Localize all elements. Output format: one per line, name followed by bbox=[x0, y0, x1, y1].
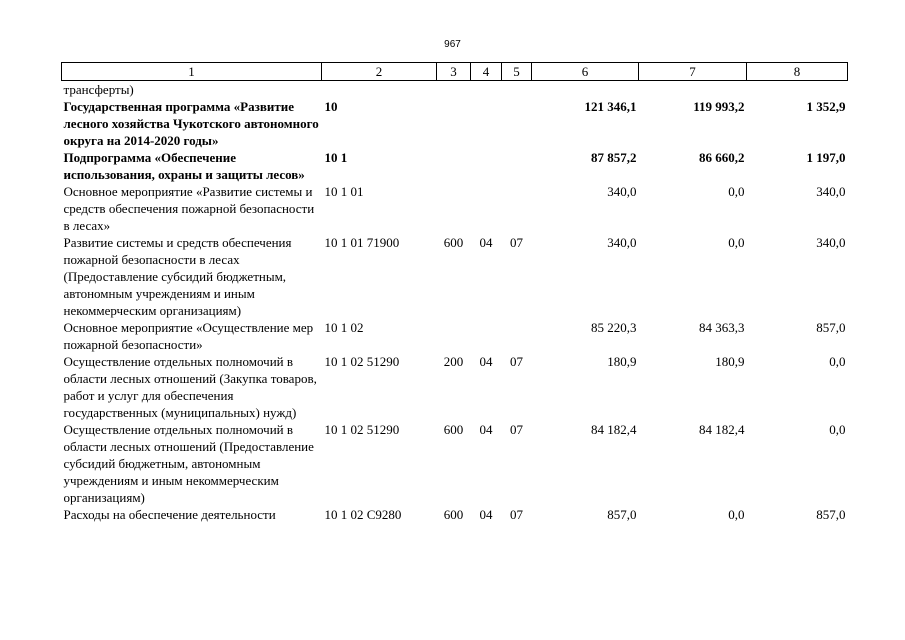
table-row bbox=[62, 506, 848, 523]
column-header: 5 bbox=[502, 63, 532, 81]
row-code: 10 bbox=[324, 99, 338, 114]
row-expense-type: 600 bbox=[443, 422, 464, 437]
row-section: 04 bbox=[479, 507, 493, 522]
row-amount-col7: 84 363,3 bbox=[699, 320, 745, 335]
row-amount-col7: 119 993,2 bbox=[693, 99, 745, 114]
row-amount-col8: 340,0 bbox=[816, 235, 846, 250]
row-code bbox=[322, 81, 437, 99]
row-amount-col8: 857,0 bbox=[816, 507, 846, 522]
row-amount-total: 84 182,4 bbox=[591, 422, 637, 437]
column-header: 6 bbox=[532, 63, 639, 81]
row-code: 10 1 bbox=[324, 150, 348, 165]
row-expense-type bbox=[437, 319, 471, 353]
row-amount-total: 340,0 bbox=[607, 235, 637, 250]
column-header: 4 bbox=[471, 63, 502, 81]
row-expense-type: 200 bbox=[443, 354, 464, 369]
page-number: 967 bbox=[444, 39, 461, 50]
table-row bbox=[62, 98, 848, 149]
table-row bbox=[62, 421, 848, 506]
row-expense-type: 600 bbox=[443, 235, 464, 250]
row-expense-type: 600 bbox=[443, 507, 464, 522]
row-expense-type bbox=[437, 81, 471, 99]
row-section bbox=[471, 183, 502, 234]
row-amount-col8: 1 352,9 bbox=[806, 99, 846, 114]
row-amount-total: 180,9 bbox=[607, 354, 637, 369]
table-row bbox=[62, 234, 848, 319]
row-subsection: 07 bbox=[510, 235, 523, 250]
row-subsection bbox=[502, 183, 532, 234]
row-name: Государственная программа «Развитие лесного хозяйства Чукотского автономного округа на 2014-2020 годы» bbox=[63, 99, 319, 148]
row-amount-col8: 0,0 bbox=[829, 422, 846, 437]
table-row bbox=[62, 183, 848, 234]
row-code: 10 1 02 bbox=[324, 320, 364, 335]
row-subsection: 07 bbox=[510, 507, 523, 522]
table-row bbox=[62, 81, 848, 99]
row-section: 04 bbox=[479, 354, 493, 369]
row-amount-total: 87 857,2 bbox=[591, 150, 637, 165]
row-code: 10 1 02 51290 bbox=[324, 354, 400, 369]
table-row bbox=[62, 319, 848, 353]
row-amount-col7: 0,0 bbox=[728, 235, 745, 250]
row-section: 04 bbox=[479, 235, 493, 250]
row-amount-col8: 1 197,0 bbox=[806, 150, 846, 165]
row-subsection: 07 bbox=[510, 354, 523, 369]
table-row bbox=[62, 149, 848, 183]
row-section bbox=[471, 98, 502, 149]
row-name: Основное мероприятие «Осуществление мер пожарной безопасности» bbox=[63, 320, 314, 352]
row-section bbox=[471, 149, 502, 183]
row-amount-col8: 0,0 bbox=[829, 354, 846, 369]
row-amount-col7: 84 182,4 bbox=[699, 422, 745, 437]
row-code: 10 1 02 С9280 bbox=[324, 507, 402, 522]
row-name: трансферты) bbox=[63, 82, 134, 97]
column-header: 2 bbox=[322, 63, 437, 81]
column-header: 8 bbox=[747, 63, 848, 81]
row-subsection: 07 bbox=[510, 422, 523, 437]
row-amount-col8: 857,0 bbox=[816, 320, 846, 335]
row-subsection bbox=[502, 81, 532, 99]
row-amount-col7: 180,9 bbox=[715, 354, 745, 369]
row-expense-type bbox=[437, 149, 471, 183]
row-code: 10 1 01 71900 bbox=[324, 235, 400, 250]
row-name: Осуществление отдельных полномочий в области лесных отношений (Закупка товаров, работ и услуг для обеспечения государственных (муниципальных) нужд) bbox=[63, 354, 317, 420]
row-amount-col7: 86 660,2 bbox=[699, 150, 745, 165]
row-amount-total: 857,0 bbox=[607, 507, 637, 522]
row-expense-type bbox=[437, 98, 471, 149]
row-section bbox=[471, 81, 502, 99]
row-name: Расходы на обеспечение деятельности bbox=[63, 507, 276, 522]
row-amount-total bbox=[532, 81, 639, 99]
row-amount-total: 85 220,3 bbox=[591, 320, 637, 335]
row-subsection bbox=[502, 319, 532, 353]
row-name: Осуществление отдельных полномочий в области лесных отношений (Предоставление субсидий бюджетным, автономным учреждениям и иным некоммерческим организациям) bbox=[63, 422, 314, 505]
row-section: 04 bbox=[479, 422, 493, 437]
row-subsection bbox=[502, 149, 532, 183]
row-name: Развитие системы и средств обеспечения пожарной безопасности в лесах (Предоставление субсидий бюджетным, автономным учреждениям и иным некоммерческим организациям) bbox=[63, 235, 292, 318]
row-name: Подпрограмма «Обеспечение использования, охраны и защиты лесов» bbox=[63, 150, 305, 182]
column-header: 3 bbox=[437, 63, 471, 81]
row-expense-type bbox=[437, 183, 471, 234]
row-amount-col8 bbox=[747, 81, 848, 99]
row-amount-total: 340,0 bbox=[607, 184, 637, 199]
row-amount-total: 121 346,1 bbox=[584, 99, 637, 114]
row-section bbox=[471, 319, 502, 353]
column-header-row bbox=[62, 63, 848, 81]
column-header: 7 bbox=[639, 63, 747, 81]
row-name: Основное мероприятие «Развитие системы и средств обеспечения пожарной безопасности в лесах» bbox=[63, 184, 315, 233]
budget-table bbox=[61, 62, 848, 523]
row-subsection bbox=[502, 98, 532, 149]
table-row bbox=[62, 353, 848, 421]
row-code: 10 1 01 bbox=[324, 184, 364, 199]
row-code: 10 1 02 51290 bbox=[324, 422, 400, 437]
column-header: 1 bbox=[62, 63, 322, 81]
row-amount-col7 bbox=[639, 81, 747, 99]
row-amount-col7: 0,0 bbox=[728, 184, 745, 199]
row-amount-col8: 340,0 bbox=[816, 184, 846, 199]
row-amount-col7: 0,0 bbox=[728, 507, 745, 522]
